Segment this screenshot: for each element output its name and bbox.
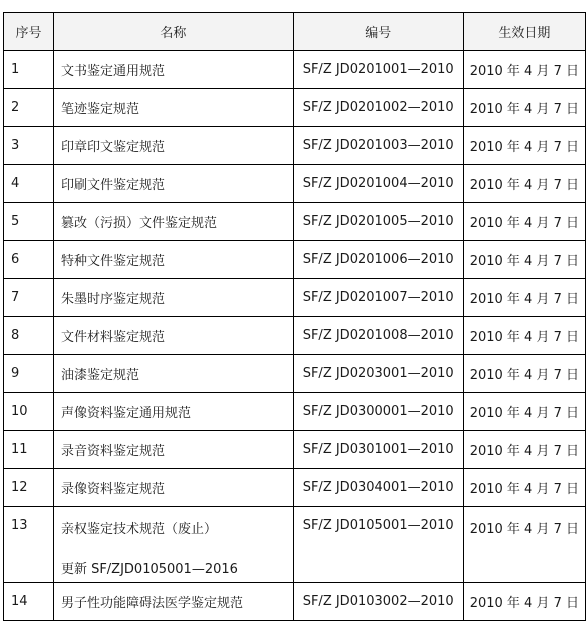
cell-index: 3 xyxy=(4,127,54,165)
cell-date: 2010 年 4 月 7 日 xyxy=(463,507,585,583)
cell-name: 男子性功能障碍法医学鉴定规范 xyxy=(53,583,293,621)
cell-name: 笔迹鉴定规范 xyxy=(53,89,293,127)
cell-name: 朱墨时序鉴定规范 xyxy=(53,279,293,317)
cell-name: 油漆鉴定规范 xyxy=(53,355,293,393)
cell-name: 文书鉴定通用规范 xyxy=(53,51,293,89)
cell-code: SF/Z JD0103002—2010 xyxy=(293,583,463,621)
table-row xyxy=(4,583,586,621)
table-row xyxy=(4,203,586,241)
cell-code: SF/Z JD0301001—2010 xyxy=(293,431,463,469)
cell-date: 2010 年 4 月 7 日 xyxy=(463,279,585,317)
cell-code: SF/Z JD0201003—2010 xyxy=(293,127,463,165)
cell-index: 9 xyxy=(4,355,54,393)
cell-name: 印章印文鉴定规范 xyxy=(53,127,293,165)
column-header-name: 名称 xyxy=(53,13,293,51)
standards-table xyxy=(3,12,586,621)
table-row xyxy=(4,165,586,203)
cell-code: SF/Z JD0201006—2010 xyxy=(293,241,463,279)
cell-code: SF/Z JD0203001—2010 xyxy=(293,355,463,393)
cell-name: 篡改（污损）文件鉴定规范 xyxy=(53,203,293,241)
cell-index: 14 xyxy=(4,583,54,621)
cell-code: SF/Z JD0201008—2010 xyxy=(293,317,463,355)
table-row xyxy=(4,431,586,469)
cell-code: SF/Z JD0105001—2010 xyxy=(293,507,463,583)
cell-index: 11 xyxy=(4,431,54,469)
cell-name: 特种文件鉴定规范 xyxy=(53,241,293,279)
cell-code: SF/Z JD0201007—2010 xyxy=(293,279,463,317)
cell-name-note: 更新 SF/ZJD0105001—2016 xyxy=(60,562,238,577)
cell-name: 声像资料鉴定通用规范 xyxy=(53,393,293,431)
cell-name xyxy=(53,507,293,583)
column-header-index: 序号 xyxy=(4,13,54,51)
cell-name: 印刷文件鉴定规范 xyxy=(53,165,293,203)
cell-code: SF/Z JD0201005—2010 xyxy=(293,203,463,241)
cell-name-text: 亲权鉴定技术规范（废止） xyxy=(60,522,217,537)
cell-code: SF/Z JD0304001—2010 xyxy=(293,469,463,507)
cell-index: 10 xyxy=(4,393,54,431)
cell-date: 2010 年 4 月 7 日 xyxy=(463,317,585,355)
table-body xyxy=(4,51,586,621)
cell-date: 2010 年 4 月 7 日 xyxy=(463,469,585,507)
table-row xyxy=(4,393,586,431)
cell-date: 2010 年 4 月 7 日 xyxy=(463,355,585,393)
cell-name: 文件材料鉴定规范 xyxy=(53,317,293,355)
cell-date: 2010 年 4 月 7 日 xyxy=(463,51,585,89)
table-row xyxy=(4,469,586,507)
column-header-code: 编号 xyxy=(293,13,463,51)
cell-date: 2010 年 4 月 7 日 xyxy=(463,89,585,127)
cell-index: 13 xyxy=(4,507,54,583)
cell-index: 1 xyxy=(4,51,54,89)
cell-date: 2010 年 4 月 7 日 xyxy=(463,241,585,279)
table-header xyxy=(4,13,586,51)
cell-index: 12 xyxy=(4,469,54,507)
cell-index: 5 xyxy=(4,203,54,241)
cell-index: 8 xyxy=(4,317,54,355)
cell-index: 2 xyxy=(4,89,54,127)
table-row xyxy=(4,127,586,165)
cell-code: SF/Z JD0201002—2010 xyxy=(293,89,463,127)
cell-date: 2010 年 4 月 7 日 xyxy=(463,165,585,203)
cell-date: 2010 年 4 月 7 日 xyxy=(463,583,585,621)
table-row xyxy=(4,507,586,583)
cell-code: SF/Z JD0300001—2010 xyxy=(293,393,463,431)
cell-index: 4 xyxy=(4,165,54,203)
cell-date: 2010 年 4 月 7 日 xyxy=(463,431,585,469)
table-row xyxy=(4,317,586,355)
cell-index: 7 xyxy=(4,279,54,317)
cell-name: 录像资料鉴定规范 xyxy=(53,469,293,507)
cell-date: 2010 年 4 月 7 日 xyxy=(463,203,585,241)
table-row xyxy=(4,355,586,393)
header-row xyxy=(4,13,586,51)
cell-code: SF/Z JD0201001—2010 xyxy=(293,51,463,89)
column-header-date: 生效日期 xyxy=(463,13,585,51)
table-row xyxy=(4,241,586,279)
table-row xyxy=(4,279,586,317)
cell-code: SF/Z JD0201004—2010 xyxy=(293,165,463,203)
cell-index: 6 xyxy=(4,241,54,279)
cell-name: 录音资料鉴定规范 xyxy=(53,431,293,469)
table-row xyxy=(4,89,586,127)
table-row xyxy=(4,51,586,89)
cell-date: 2010 年 4 月 7 日 xyxy=(463,127,585,165)
cell-date: 2010 年 4 月 7 日 xyxy=(463,393,585,431)
